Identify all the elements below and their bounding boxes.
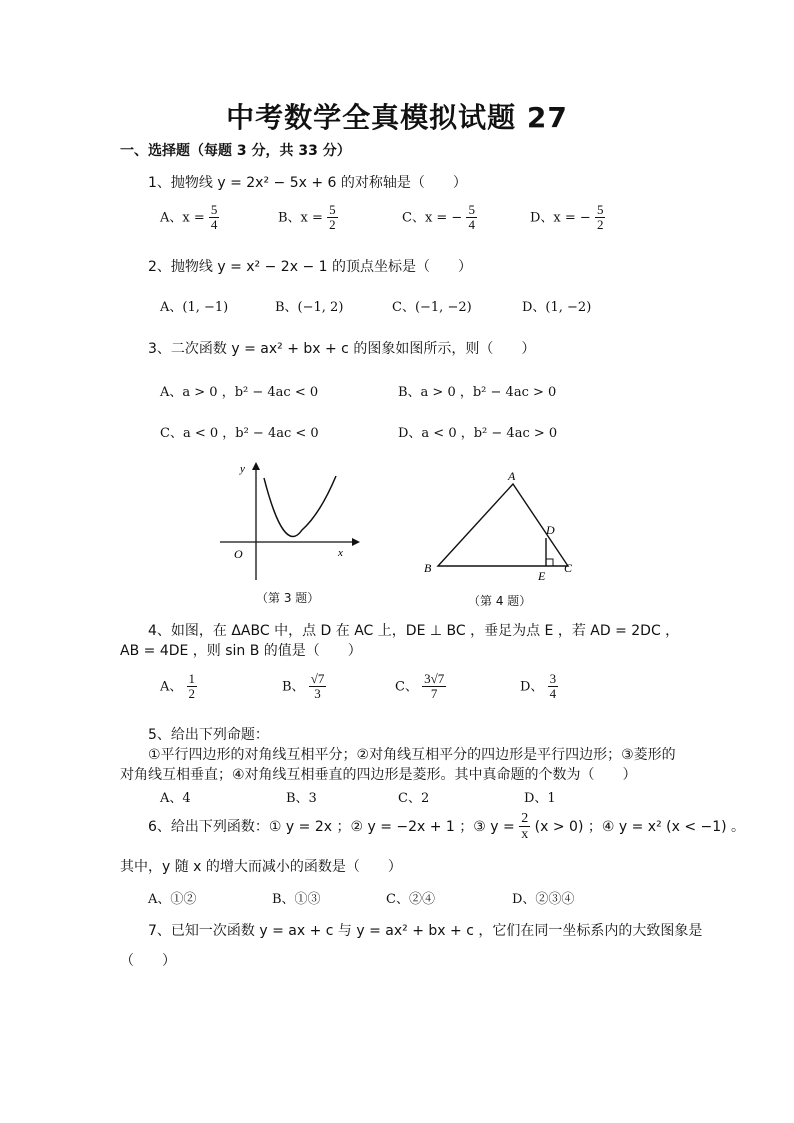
fraction: $\frac{√7}{3}$ xyxy=(310,671,325,702)
label-e: E xyxy=(538,569,546,583)
figure-4-triangle xyxy=(418,468,593,586)
origin-label: O xyxy=(234,547,243,561)
question-3-option-c: C、a < 0 ，b² − 4ac < 0 xyxy=(160,426,319,441)
question-2-option-a: A、(1, −1) xyxy=(160,300,229,315)
question-3-option-d: D、a < 0 ，b² − 4ac > 0 xyxy=(398,426,558,441)
question-4-option-c: C、 $\frac{3√7}{7}$ xyxy=(395,671,445,702)
question-7-line-1: 7、已知一次函数 y = ax + c 与 y = ax² + bx + c ，它们在同一坐标系内的大致图象是 xyxy=(148,923,703,939)
question-5-option-d: D、1 xyxy=(524,791,556,806)
question-3-stem: 3、二次函数 y = ax² + bx + c 的图象如图所示，则（ ） xyxy=(148,341,536,357)
x-label: x xyxy=(338,547,343,559)
question-3-option-b: B、a > 0 ，b² − 4ac > 0 xyxy=(398,385,557,400)
question-4-option-d: D、 $\frac{3}{4}$ xyxy=(520,671,557,702)
y-axis-arrow xyxy=(252,462,260,470)
figure-3-parabola xyxy=(212,458,362,588)
right-angle-mark xyxy=(546,559,553,566)
question-1-option-b: B、x = $\frac{5}{2}$ xyxy=(278,202,336,233)
y-label: y xyxy=(240,463,245,475)
section-heading: 一、选择题（每题 3 分，共 33 分） xyxy=(120,143,351,159)
question-2-option-c: C、(−1, −2) xyxy=(392,300,472,315)
question-5-option-c: C、2 xyxy=(398,791,430,806)
question-2-option-d: D、(1, −2) xyxy=(522,300,592,315)
page-title: 中考数学全真模拟试题 27 xyxy=(226,101,568,134)
question-5-line-1: ①平行四边形的对角线互相平分；②对角线互相平分的四边形是平行四边形；③菱形的 xyxy=(148,747,676,763)
question-6-option-a: A、①② xyxy=(148,892,197,907)
question-6-line-2: 其中，y 随 x 的增大而减小的函数是（ ） xyxy=(120,859,402,875)
question-7-line-2: （ ） xyxy=(120,953,176,969)
question-2-option-b: B、(−1, 2) xyxy=(275,300,344,315)
label-a: A xyxy=(508,469,516,483)
fraction: $\frac{5}{2}$ xyxy=(329,202,336,233)
question-1-option-c: C、x = − $\frac{5}{4}$ xyxy=(402,202,475,233)
question-6-line-1: 6、给出下列函数：① y = 2x ；② y = −2x + 1 ；③ y = $\frac{2}{x}$ (x > 0) ；④ y = x² (x < −1) 。 xyxy=(148,811,746,843)
label-b: B xyxy=(424,561,432,575)
question-4-option-b: B、 $\frac{√7}{3}$ xyxy=(282,671,325,702)
question-6-option-c: C、②④ xyxy=(386,892,435,907)
fraction: $\frac{2}{x}$ xyxy=(521,811,529,843)
question-5-stem: 5、给出下列命题： xyxy=(148,727,269,743)
question-5-option-b: B、3 xyxy=(286,791,317,806)
question-5-option-a: A、4 xyxy=(160,791,191,806)
question-4-line-1: 4、如图，在 ΔABC 中，点 D 在 AC 上，DE ⊥ BC ，垂足为点 E ，若 AD = 2DC ， xyxy=(148,623,680,639)
question-1-stem: 1、抛物线 y = 2x² − 5x + 6 的对称轴是（ ） xyxy=(148,175,467,191)
question-6-option-b: B、①③ xyxy=(272,892,321,907)
question-1-option-d: D、x = − $\frac{5}{2}$ xyxy=(530,202,604,233)
figure-3-caption: （第 3 题） xyxy=(256,591,320,605)
question-4-option-a: A、 $\frac{1}{2}$ xyxy=(160,671,196,702)
fraction: $\frac{3√7}{7}$ xyxy=(424,671,445,702)
question-4-line-2: AB = 4DE ，则 sin B 的值是（ ） xyxy=(120,643,362,659)
fraction: $\frac{3}{4}$ xyxy=(549,671,557,702)
question-3-option-a: A、a > 0 ，b² − 4ac < 0 xyxy=(160,385,319,400)
label-c: C xyxy=(564,561,573,575)
label-d: D xyxy=(546,523,555,537)
fraction: $\frac{5}{4}$ xyxy=(210,202,218,233)
question-2-stem: 2、抛物线 y = x² − 2x − 1 的顶点坐标是（ ） xyxy=(148,259,472,275)
parabola-curve xyxy=(264,476,336,537)
x-axis-arrow xyxy=(352,538,360,546)
fraction: $\frac{5}{4}$ xyxy=(468,202,475,233)
question-1-option-a: A、x = $\frac{5}{4}$ xyxy=(160,202,218,233)
figure-4-caption: （第 4 题） xyxy=(468,594,532,608)
question-5-line-2: 对角线互相垂直；④对角线互相垂直的四边形是菱形。其中真命题的个数为（ ） xyxy=(120,767,637,783)
fraction: $\frac{1}{2}$ xyxy=(188,671,196,702)
fraction: $\frac{5}{2}$ xyxy=(596,202,604,233)
question-6-option-d: D、②③④ xyxy=(512,892,575,907)
